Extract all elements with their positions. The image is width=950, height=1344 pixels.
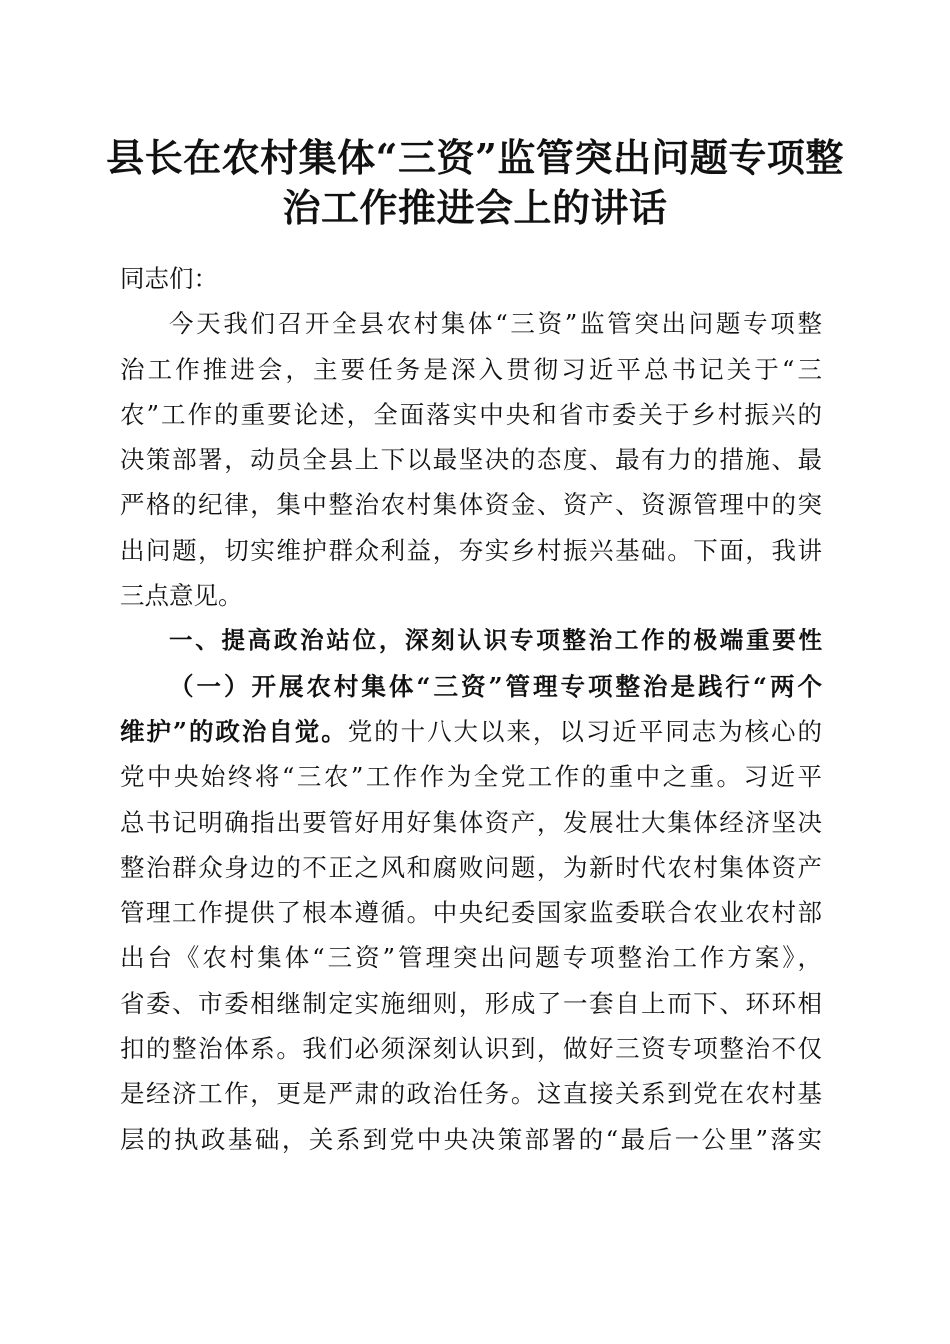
subsection-line: 省委、市委相继制定实施细则，形成了一套自上而下、环环相 (120, 988, 822, 1018)
section-heading: 一、提高政治站位，深刻认识专项整治工作的极端重要性 (169, 626, 822, 655)
subsection-line: 管理工作提供了根本遵循。中央纪委国家监委联合农业农村部 (120, 898, 822, 928)
intro-line: 严格的纪律，集中整治农村集体资金、资产、资源管理中的突 (120, 490, 822, 520)
subsection-title-part: 维护”的政治自觉。 (120, 716, 348, 746)
title-line-2: 治工作推进会上的讲话 (282, 185, 668, 230)
intro-line: 今天我们召开全县农村集体“三资”监管突出问题专项整 (169, 309, 822, 339)
intro-line: 农”工作的重要论述，全面落实中央和省市委关于乡村振兴的 (120, 399, 822, 429)
subsection-title-line: （一）开展农村集体“三资”管理专项整治是践行“两个 (169, 671, 822, 701)
intro-line: 决策部署，动员全县上下以最坚决的态度、最有力的措施、最 (120, 445, 822, 475)
document-body (120, 256, 822, 1162)
subsection-line: 是经济工作，更是严肃的政治任务。这直接关系到党在农村基 (120, 1079, 822, 1109)
subsection-text-part: 党的十八大以来，以习近平同志为核心的 (347, 716, 823, 746)
title-line-1: 县长在农村集体“三资”监管突出问题专项整 (106, 135, 844, 180)
subsection-line: 扣的整治体系。我们必须深刻认识到，做好三资专项整治不仅 (120, 1034, 822, 1064)
salutation: 同志们： (120, 264, 218, 293)
subsection-line: 出台《农村集体“三资”管理突出问题专项整治工作方案》， (120, 943, 822, 973)
subsection-line: 总书记明确指出要管好用好集体资产，发展壮大集体经济坚决 (120, 807, 822, 837)
subsection-line: 整治群众身边的不正之风和腐败问题，为新时代农村集体资产 (120, 852, 822, 882)
intro-line: 三点意见。 (120, 581, 243, 611)
intro-line: 治工作推进会，主要任务是深入贯彻习近平总书记关于“三 (120, 354, 822, 384)
subsection-line (120, 709, 822, 754)
subsection-line: 党中央始终将“三农”工作作为全党工作的重中之重。习近平 (120, 762, 822, 792)
subsection-line: 层的执政基础，关系到党中央决策部署的“最后一公里”落实 (120, 1124, 822, 1154)
document-title (100, 133, 850, 233)
intro-line: 出问题，切实维护群众利益，夯实乡村振兴基础。下面，我讲 (120, 535, 822, 565)
